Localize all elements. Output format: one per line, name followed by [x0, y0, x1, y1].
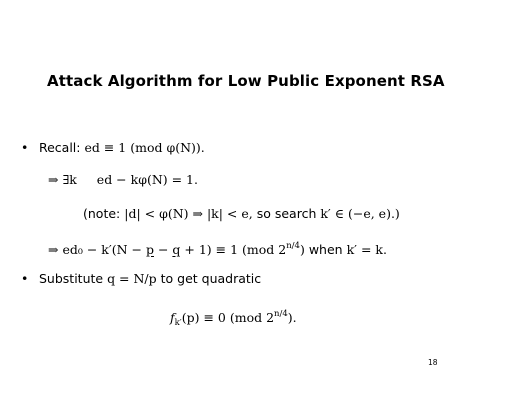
note-text: so search — [256, 206, 317, 221]
note-math-2: k′ ∈ (−e, e).) — [320, 206, 400, 221]
f-symbol: f — [170, 310, 175, 325]
close-paren: ). — [287, 310, 297, 325]
implies-exists-line — [48, 172, 198, 188]
minus: − — [153, 242, 173, 257]
implies-arrow: ⇒ — [48, 242, 59, 257]
ed0-math-after: + 1) ≡ 1 (mod 2 — [180, 242, 287, 257]
close-paren: ) — [299, 242, 305, 257]
substitute-math: q = N/p — [107, 271, 157, 286]
substitute-text-2: to get quadratic — [160, 271, 262, 286]
when-text: when — [308, 242, 343, 257]
slide-title: Attack Algorithm for Low Public Exponent RSA — [47, 72, 445, 90]
quadratic-line — [170, 306, 297, 331]
page-number: 18 — [428, 358, 438, 367]
exists-k: ∃k — [62, 172, 77, 187]
substitute-line — [21, 271, 261, 287]
recall-line — [21, 140, 205, 156]
p-underlined: p — [145, 242, 154, 257]
implies-math: ed − kφ(N) = 1. — [96, 172, 198, 187]
f-subscript: k′ — [174, 318, 182, 328]
implies-ed0-line — [48, 238, 387, 258]
q-underlined: q — [172, 242, 181, 257]
recall-label: Recall: — [38, 140, 81, 155]
bullet: • — [21, 271, 29, 286]
implies-arrow: ⇒ — [48, 172, 59, 187]
note-open: (note: — [83, 206, 121, 221]
recall-math: ed ≡ 1 (mod φ(N)). — [84, 140, 205, 155]
ed0-math-before: ed₀ − k′(N − — [62, 242, 146, 257]
note-line — [83, 206, 400, 222]
bullet: • — [21, 140, 29, 155]
quadratic-math: (p) ≡ 0 (mod 2 — [181, 310, 275, 325]
substitute-text-1: Substitute — [38, 271, 104, 286]
exponent: n/4 — [274, 309, 288, 319]
when-math: k′ = k. — [346, 242, 387, 257]
exponent: n/4 — [286, 241, 300, 251]
note-math-1: |d| < φ(N) ⇒ |k| < e, — [124, 206, 253, 221]
